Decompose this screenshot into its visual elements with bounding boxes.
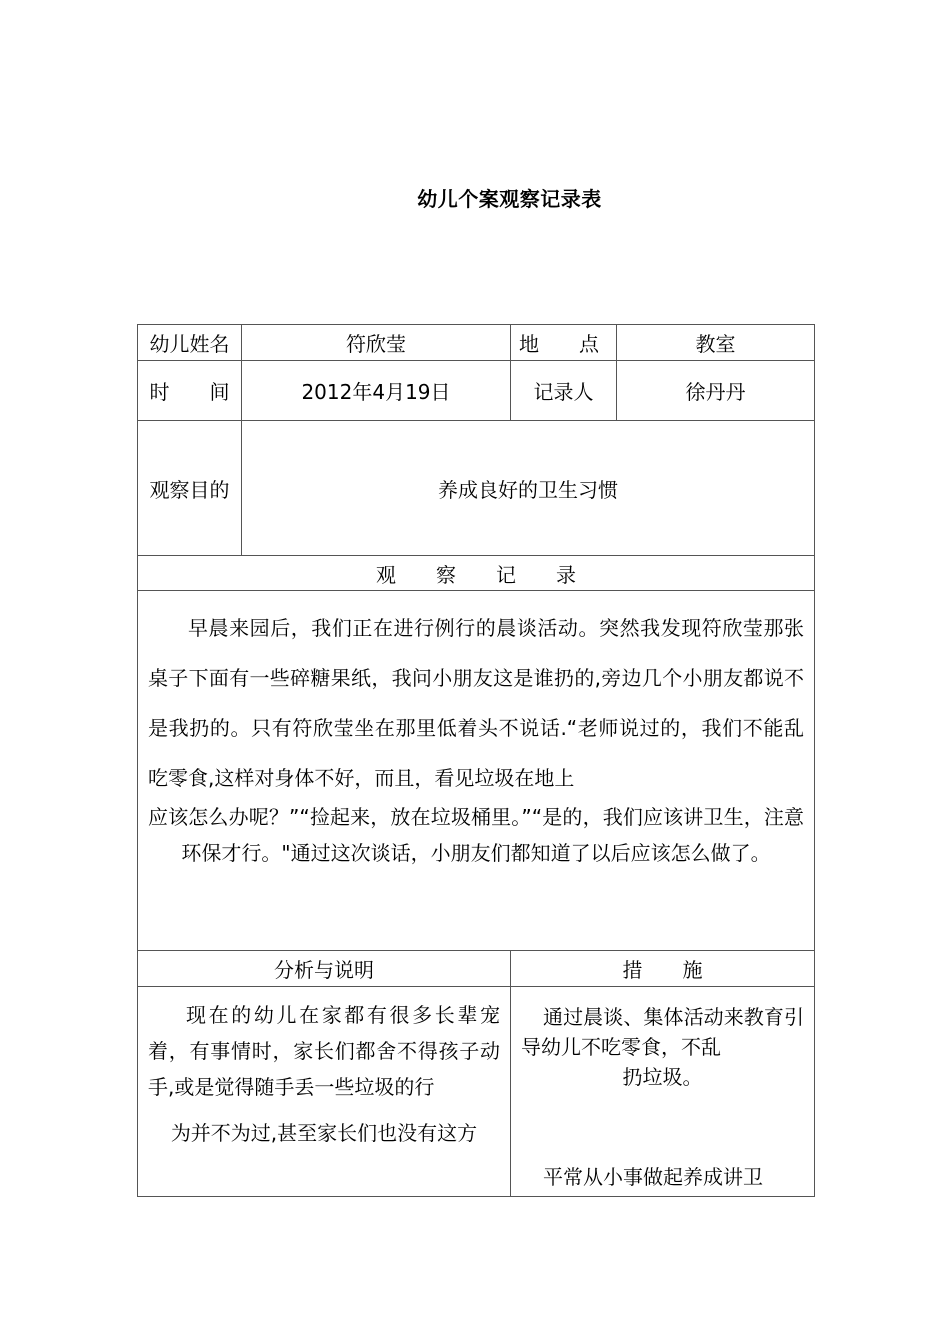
observation-table	[137, 324, 815, 1197]
analysis-text-part2: 为并不为过,甚至家长们也没有这方	[170, 1121, 478, 1145]
time-label: 时 间	[138, 361, 242, 421]
measures-text-cell	[511, 987, 815, 1197]
recorder-value: 徐丹丹	[617, 361, 815, 421]
analysis-text-cell	[138, 987, 511, 1197]
record-heading: 观 察 记 录	[138, 556, 815, 591]
time-value: 2012年4月19日	[242, 361, 511, 421]
purpose-value: 养成良好的卫生习惯	[242, 421, 815, 556]
recorder-label: 记录人	[511, 361, 617, 421]
purpose-label: 观察目的	[138, 421, 242, 556]
record-text-part1: 早晨来园后，我们正在进行例行的晨谈活动。突然我发现符欣莹那张桌子下面有一些碎糖果纸，我问小朋友这是谁扔的,旁边几个小朋友都说不是我扔的。只有符欣莹坐在那里低着头不说话.“老师说过的，我们不能乱吃零食,这样对身体不好，而且，看见垃圾在地上	[148, 616, 804, 790]
page-title: 幼儿个案观察记录表	[417, 187, 602, 211]
record-text-cell	[138, 591, 815, 951]
measures-text-part1b: 扔垃圾。	[622, 1065, 703, 1089]
record-text-part2: 应该怎么办呢？”“捡起来，放在垃圾桶里。”“是的，我们应该讲卫生，注意环保才行。"通过这次谈话，小朋友们都知道了以后应该怎么做了。	[148, 805, 804, 865]
name-label: 幼儿姓名	[138, 325, 242, 361]
measures-text-part1: 通过晨谈、集体活动来教育引导幼儿不吃零食，不乱	[521, 1005, 804, 1059]
analysis-heading: 分析与说明	[138, 951, 511, 987]
name-value: 符欣莹	[242, 325, 511, 361]
place-label: 地 点	[511, 325, 617, 361]
place-value: 教室	[617, 325, 815, 361]
measures-text-part2: 平常从小事做起养成讲卫	[543, 1165, 763, 1189]
analysis-text-part1: 现在的幼儿在家都有很多长辈宠着，有事情时，家长们都舍不得孩子动手,或是觉得随手丢一些垃圾的行	[148, 1003, 500, 1099]
measures-heading: 措 施	[511, 951, 815, 987]
